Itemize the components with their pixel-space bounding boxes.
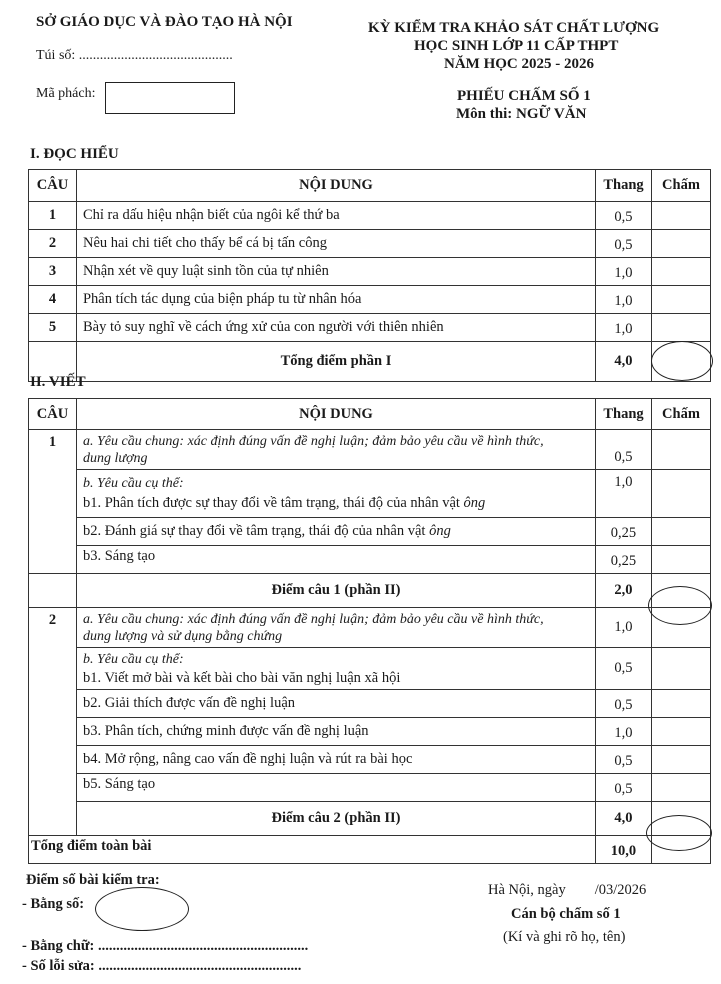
department-name: SỞ GIÁO DỤC VÀ ĐÀO TẠO HÀ NỘI [36, 14, 293, 30]
grade-cell[interactable] [651, 230, 710, 258]
bang-so-label: - Bằng số: [22, 896, 85, 912]
col-noidung: NỘI DUNG [76, 170, 595, 202]
row-content: Chỉ ra dấu hiệu nhận biết của ngôi kể thứ ba [76, 202, 595, 230]
q2-requirement-b1 [76, 648, 595, 690]
q2-requirement-b4: b4. Mở rộng, nâng cao vấn đề nghị luận và rút ra bài học [76, 746, 595, 774]
grand-total-row [29, 836, 711, 864]
table-row [29, 314, 711, 342]
part2-table [28, 398, 711, 864]
row-score: 1,0 [596, 718, 652, 746]
so-loi-sua-field[interactable]: - Số lỗi sửa: ........................................................ [22, 958, 302, 974]
table-row [29, 202, 711, 230]
col-thang: Thang [596, 399, 652, 430]
col-cau: CÂU [29, 170, 77, 202]
exam-title-line2: HỌC SINH LỚP 11 CẤP THPT [414, 38, 619, 54]
question-number: 2 [29, 608, 77, 836]
table-row [29, 718, 711, 746]
table-header-row [29, 399, 711, 430]
q2-a-line1: a. Yêu cầu chung: xác định đúng vấn đề nghị luận; đảm bảo yêu cầu về hình thức, [82, 611, 544, 627]
table-header-row [29, 170, 711, 202]
q1-a-line1: a. Yêu cầu chung: xác định đúng vấn đề nghị luận; đảm bảo yêu cầu về hình thức, [82, 433, 544, 449]
table-row [29, 286, 711, 314]
q1-total-label: Điểm câu 1 (phần II) [76, 574, 595, 608]
table-row [29, 746, 711, 774]
row-number: 1 [29, 202, 77, 230]
row-score: 0,5 [596, 202, 652, 230]
row-score: 0,5 [596, 746, 652, 774]
row-content: Nêu hai chi tiết cho thấy bể cá bị tấn công [76, 230, 595, 258]
table-row [29, 430, 711, 470]
part1-total-label: Tổng điểm phần I [76, 342, 595, 382]
bang-chu-field[interactable]: - Bằng chữ: .......................................................... [22, 938, 309, 954]
q2-a-line2: dung lượng và sử dụng bằng chứng [82, 628, 283, 644]
row-number: 4 [29, 286, 77, 314]
part1-title: I. ĐỌC HIỂU [30, 146, 119, 162]
row-score: 1,0 [596, 608, 652, 648]
row-score: 1,0 [596, 286, 652, 314]
grade-cell[interactable] [651, 546, 710, 574]
row-number: 2 [29, 230, 77, 258]
row-content: Phân tích tác dụng của biện pháp tu từ nhân hóa [76, 286, 595, 314]
grade-cell[interactable] [651, 286, 710, 314]
q1-b2-text: b2. Đánh giá sự thay đổi về tâm trạng, thái độ của nhân vật [82, 523, 430, 539]
col-cham: Chấm [651, 170, 710, 202]
q1-score-oval[interactable] [648, 586, 712, 625]
q2-total-label: Điểm câu 2 (phần II) [76, 802, 595, 836]
q1-requirement-b1 [76, 470, 595, 518]
table-row [29, 690, 711, 718]
bang-so-oval[interactable] [95, 887, 189, 931]
grade-cell[interactable] [651, 518, 710, 546]
exam-title-line1: KỲ KIỂM TRA KHẢO SÁT CHẤT LƯỢNG [368, 20, 660, 36]
row-score: 0,5 [596, 648, 652, 690]
q1-total: 2,0 [596, 574, 652, 608]
q2-score-oval[interactable] [646, 815, 712, 851]
exam-title-line3: NĂM HỌC 2025 - 2026 [444, 56, 594, 72]
grade-cell[interactable] [651, 648, 710, 690]
q2-requirement-b2: b2. Giải thích được vấn đề nghị luận [76, 690, 595, 718]
q1-requirement-b3: b3. Sáng tạo [76, 546, 595, 574]
col-noidung: NỘI DUNG [76, 399, 595, 430]
q1-b2-emphasis: ông [429, 523, 451, 539]
row-score: 0,25 [596, 518, 652, 546]
row-content: Bày tỏ suy nghĩ về cách ứng xử của con người với thiên nhiên [76, 314, 595, 342]
row-content: Nhận xét về quy luật sinh tồn của tự nhiên [76, 258, 595, 286]
tui-so-field[interactable]: Túi số: ............................................ [36, 48, 233, 63]
grade-cell[interactable] [651, 202, 710, 230]
grade-cell[interactable] [651, 718, 710, 746]
q1-total-row [29, 574, 711, 608]
row-score: 0,5 [596, 690, 652, 718]
q1-a-line2: dung lượng [82, 450, 148, 466]
grade-cell[interactable] [651, 746, 710, 774]
row-score: 0,25 [596, 546, 652, 574]
grand-total-label: Tổng điểm toàn bài [29, 836, 596, 864]
q1-b1-emphasis: ông [463, 495, 486, 511]
signature-note: (Kí và ghi rõ họ, tên) [503, 929, 626, 945]
q2-b-head: b. Yêu cầu cụ thể: [82, 651, 184, 667]
row-score: 0,5 [596, 430, 652, 470]
q2-b1-text: b1. Viết mở bài và kết bài cho bài văn nghị luận xã hội [82, 669, 401, 686]
table-row [29, 774, 711, 802]
table-row [29, 648, 711, 690]
col-thang: Thang [596, 170, 652, 202]
row-score: 1,0 [596, 470, 652, 518]
part1-total: 4,0 [596, 342, 652, 382]
place-date: Hà Nội, ngày /03/2026 [488, 882, 647, 898]
q1-requirement-a [76, 430, 595, 470]
grade-cell[interactable] [651, 470, 710, 518]
part1-table [28, 169, 711, 382]
subject-title: Môn thi: NGỮ VĂN [456, 106, 587, 122]
q1-b1-text: b1. Phân tích được sự thay đổi về tâm trạng, thái độ của nhân vật [82, 495, 464, 511]
grader-title: Cán bộ chấm số 1 [511, 906, 621, 922]
grade-cell[interactable] [651, 774, 710, 802]
part1-total-row [29, 342, 711, 382]
question-number: 1 [29, 430, 77, 574]
q2-requirement-a [76, 608, 595, 648]
q2-total-row [29, 802, 711, 836]
sheet-title: PHIẾU CHẤM SỐ 1 [457, 88, 591, 104]
score-title: Điểm số bài kiểm tra: [26, 872, 160, 888]
row-score: 1,0 [596, 258, 652, 286]
table-row [29, 518, 711, 546]
table-row [29, 470, 711, 518]
grand-total: 10,0 [596, 836, 652, 864]
row-score: 0,5 [596, 774, 652, 802]
row-score: 1,0 [596, 314, 652, 342]
q2-requirement-b5: b5. Sáng tạo [76, 774, 595, 802]
part2-title: II. VIẾT [30, 374, 86, 390]
row-score: 0,5 [596, 230, 652, 258]
table-row [29, 608, 711, 648]
q1-b-head: b. Yêu cầu cụ thể: [82, 476, 184, 491]
row-number: 3 [29, 258, 77, 286]
q1-requirement-b2 [76, 518, 595, 546]
table-row [29, 258, 711, 286]
q2-requirement-b3: b3. Phân tích, chứng minh được vấn đề nghị luận [76, 718, 595, 746]
grade-cell[interactable] [651, 258, 710, 286]
grade-cell[interactable] [651, 690, 710, 718]
part1-score-oval[interactable] [651, 341, 713, 381]
col-cham: Chấm [651, 399, 710, 430]
col-cau: CÂU [29, 399, 77, 430]
row-number: 5 [29, 314, 77, 342]
ma-phach-box[interactable] [105, 82, 235, 114]
ma-phach-label: Mã phách: [36, 86, 96, 101]
grade-cell[interactable] [651, 314, 710, 342]
table-row [29, 546, 711, 574]
table-row [29, 230, 711, 258]
grade-cell[interactable] [651, 430, 710, 470]
q2-total: 4,0 [596, 802, 652, 836]
